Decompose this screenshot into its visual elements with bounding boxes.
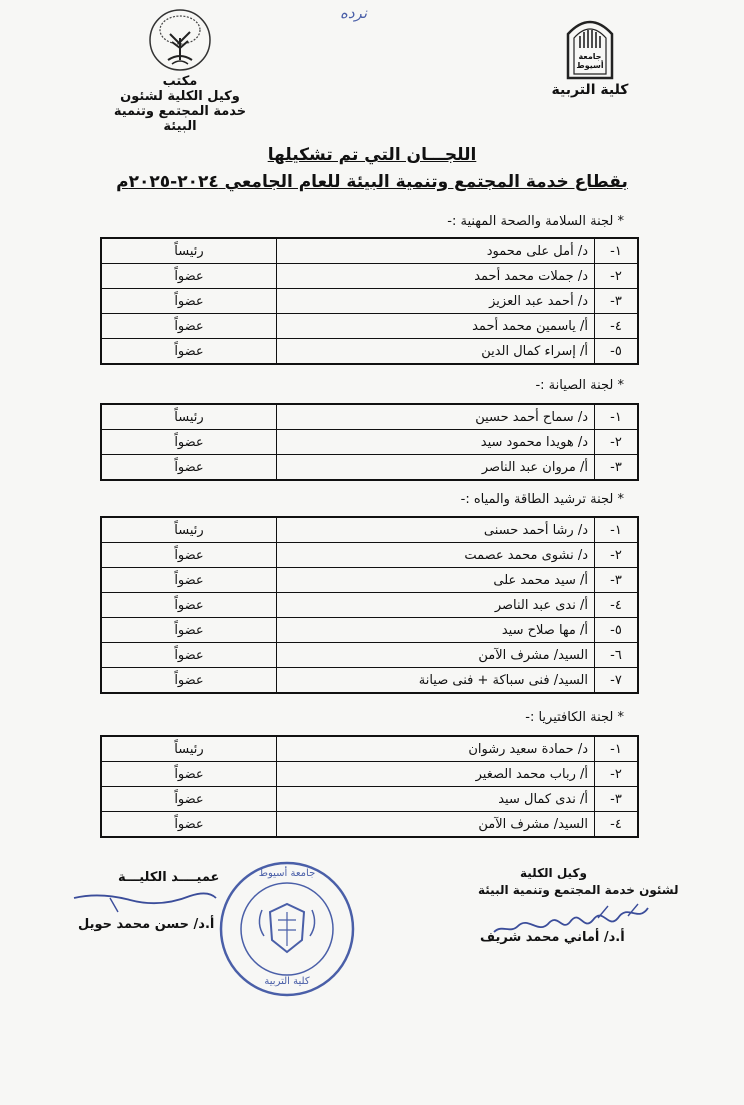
table-row: [101, 643, 638, 668]
row-number: ١-: [595, 404, 639, 430]
section-title-safety: * لجنة السلامة والصحة المهنية :-: [447, 214, 624, 229]
row-number: ٢-: [595, 543, 639, 568]
member-role: عضواً: [101, 668, 277, 694]
office-header: [95, 74, 265, 134]
member-role: رئيساً: [101, 238, 277, 264]
member-name: أ/ ندى كمال سيد: [277, 787, 595, 812]
table-row: [101, 736, 638, 762]
row-number: ٤-: [595, 812, 639, 838]
table-row: [101, 339, 638, 365]
university-logo-icon: [564, 14, 616, 80]
row-number: ٣-: [595, 568, 639, 593]
table-row: [101, 593, 638, 618]
member-name: أ/ سيد محمد على: [277, 568, 595, 593]
member-name: د/ سماح أحمد حسين: [277, 404, 595, 430]
page-title: اللجـــان التي تم تشكيلها: [267, 145, 477, 165]
member-name: السيد/ فنى سباكة + فنى صيانة: [277, 668, 595, 694]
member-role: عضواً: [101, 618, 277, 643]
member-role: عضواً: [101, 264, 277, 289]
member-role: رئيساً: [101, 736, 277, 762]
member-name: أ/ مها صلاح سيد: [277, 618, 595, 643]
office-line-3: خدمة المجتمع وتنمية البيئة: [113, 104, 247, 134]
committee-table-safety: [100, 237, 639, 365]
member-role: رئيساً: [101, 404, 277, 430]
member-name: د/ رشا أحمد حسنى: [277, 517, 595, 543]
row-number: ١-: [595, 736, 639, 762]
table-row: [101, 314, 638, 339]
row-number: ١-: [595, 238, 639, 264]
member-role: رئيساً: [101, 517, 277, 543]
office-line-1: مكتب: [162, 74, 198, 89]
university-logo: [564, 14, 616, 80]
table-row: [101, 762, 638, 787]
table-row: [101, 787, 638, 812]
member-name: د/ أمل على محمود: [277, 238, 595, 264]
university-logo-text: جامعة أسيوط: [576, 52, 604, 70]
row-number: ٣-: [595, 289, 639, 314]
row-number: ٢-: [595, 762, 639, 787]
stamp-inner-text: كلية التربية: [264, 976, 310, 987]
row-number: ٤-: [595, 593, 639, 618]
table-row: [101, 238, 638, 264]
member-name: د/ جملات محمد أحمد: [277, 264, 595, 289]
office-line-2: وكيل الكلية لشئون: [120, 89, 240, 104]
stamp-outer-text: جامعة أسيوط: [258, 868, 316, 879]
table-row: [101, 543, 638, 568]
table-row: [101, 455, 638, 481]
row-number: ٣-: [595, 787, 639, 812]
member-role: عضواً: [101, 339, 277, 365]
dean-title: عميــــد الكليـــة: [118, 870, 220, 885]
member-name: السيد/ مشرف الآمن: [277, 812, 595, 838]
row-number: ٤-: [595, 314, 639, 339]
member-role: عضواً: [101, 289, 277, 314]
row-number: ٣-: [595, 455, 639, 481]
handwritten-note: نرده: [340, 4, 367, 22]
row-number: ٥-: [595, 339, 639, 365]
member-name: أ/ رباب محمد الصغير: [277, 762, 595, 787]
member-name: د/ أحمد عبد العزيز: [277, 289, 595, 314]
member-name: د/ نشوى محمد عصمت: [277, 543, 595, 568]
table-row: [101, 618, 638, 643]
row-number: ٧-: [595, 668, 639, 694]
member-role: عضواً: [101, 430, 277, 455]
member-name: أ/ إسراء كمال الدين: [277, 339, 595, 365]
vice-dean-title: وكيل الكلية: [520, 866, 587, 880]
committee-table-cafeteria: [100, 735, 639, 838]
tree-logo-icon: [148, 8, 212, 72]
member-name: د/ هويدا محمود سيد: [277, 430, 595, 455]
table-row: [101, 430, 638, 455]
member-role: عضواً: [101, 455, 277, 481]
member-role: عضواً: [101, 643, 277, 668]
committee-table-energy: [100, 516, 639, 694]
table-row: [101, 264, 638, 289]
table-row: [101, 517, 638, 543]
committee-table-maintenance: [100, 403, 639, 481]
table-row: [101, 668, 638, 694]
page-subtitle: بقطاع خدمة المجتمع وتنمية البيئة للعام الجامعي ٢٠٢٤-٢٠٢٥م: [116, 172, 628, 192]
table-row: [101, 568, 638, 593]
member-role: عضواً: [101, 812, 277, 838]
section-title-maintenance: * لجنة الصيانة :-: [535, 378, 624, 393]
table-row: [101, 812, 638, 838]
member-role: عضواً: [101, 762, 277, 787]
row-number: ١-: [595, 517, 639, 543]
member-name: أ/ ياسمين محمد أحمد: [277, 314, 595, 339]
table-row: [101, 404, 638, 430]
vice-dean-dept: لشئون خدمة المجتمع وتنمية البيئة: [478, 883, 679, 897]
section-title-energy: * لجنة ترشيد الطاقة والمياه :-: [460, 492, 624, 507]
member-name: د/ حمادة سعيد رشوان: [277, 736, 595, 762]
dean-name: أ.د/ حسن محمد حويل: [78, 917, 215, 932]
table-row: [101, 289, 638, 314]
section-title-cafeteria: * لجنة الكافتيريا :-: [525, 710, 624, 725]
member-role: عضواً: [101, 543, 277, 568]
dean-signature: [70, 886, 220, 916]
college-name: كلية التربية: [551, 82, 629, 98]
row-number: ٢-: [595, 264, 639, 289]
row-number: ٥-: [595, 618, 639, 643]
row-number: ٢-: [595, 430, 639, 455]
member-name: أ/ مروان عبد الناصر: [277, 455, 595, 481]
member-role: عضواً: [101, 314, 277, 339]
member-name: أ/ ندى عبد الناصر: [277, 593, 595, 618]
member-name: السيد/ مشرف الآمن: [277, 643, 595, 668]
member-role: عضواً: [101, 593, 277, 618]
row-number: ٦-: [595, 643, 639, 668]
member-role: عضواً: [101, 787, 277, 812]
member-role: عضواً: [101, 568, 277, 593]
official-stamp: [218, 860, 356, 998]
vice-dean-name: أ.د/ أماني محمد شريف: [480, 930, 625, 945]
